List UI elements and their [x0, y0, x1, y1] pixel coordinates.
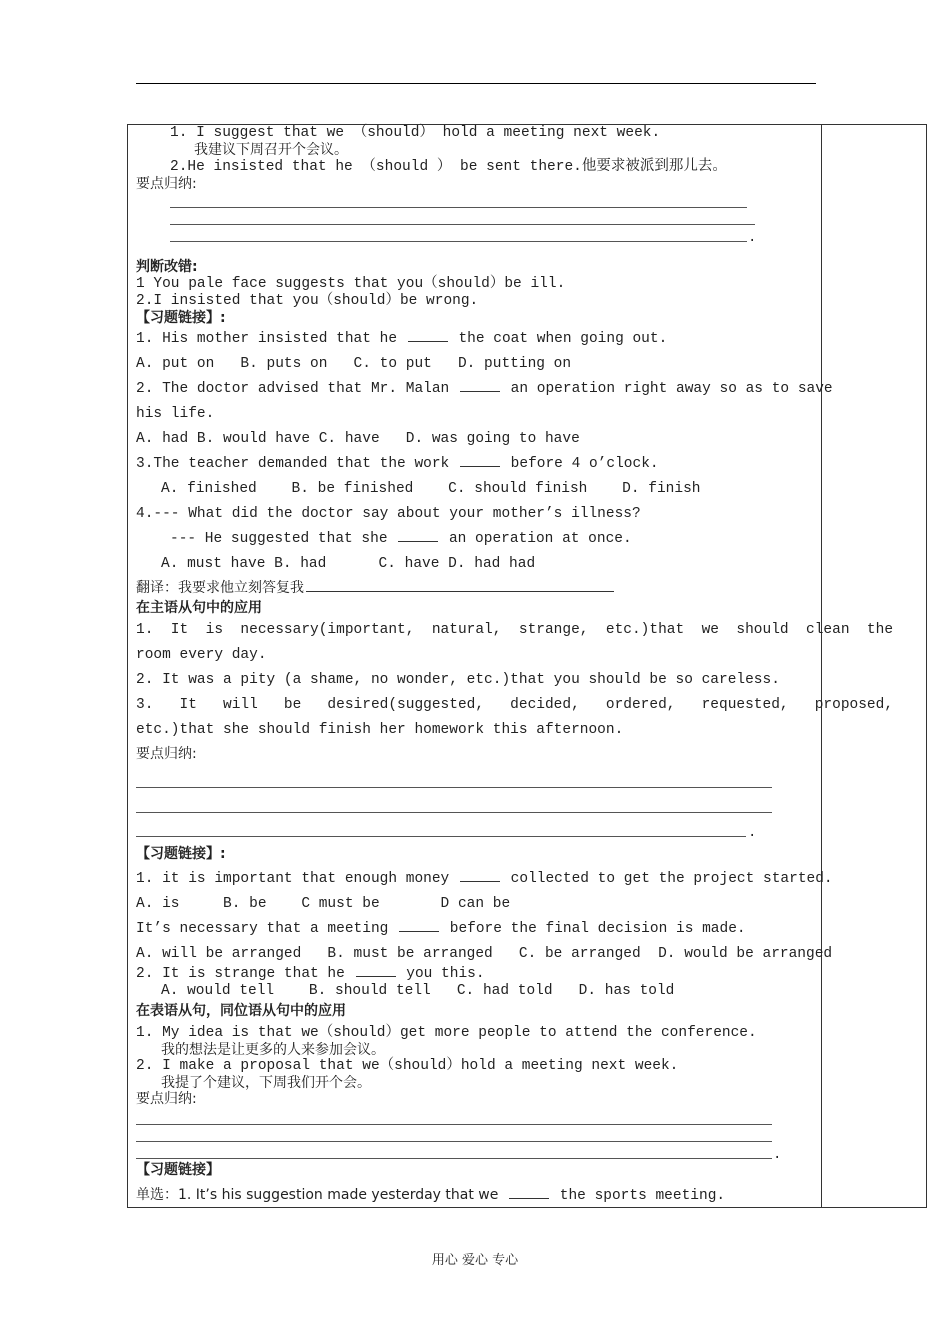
answer-line — [136, 1124, 772, 1125]
example-line: 2. It was a pity (a shame, no wonder, etc.)that you should be so careless. — [136, 672, 780, 688]
points-label: 要点归纳: — [136, 746, 197, 762]
answer-blank[interactable] — [460, 466, 500, 467]
page-footer: 用心 爱心 专心 — [431, 1253, 519, 1268]
example-line: room every day. — [136, 647, 267, 663]
question-line: 2. The doctor advised that Mr. Malan an operation right away so as to save — [136, 381, 833, 397]
question-line: 3.The teacher demanded that the work before 4 o’clock. — [136, 456, 659, 472]
question-line: his life. — [136, 406, 215, 422]
example-translation: 我的想法是让更多的人来参加会议。 — [161, 1042, 385, 1058]
answer-blank[interactable] — [398, 541, 438, 542]
answer-blank[interactable] — [460, 881, 500, 882]
options-line: A. put on B. puts on C. to put D. putting on — [136, 356, 572, 372]
answer-line — [136, 1141, 772, 1142]
question-line: 1. it is important that enough money collected to get the project started. — [136, 871, 833, 887]
answer-line — [136, 1158, 772, 1159]
example-line: etc.)that she should finish her homework this afternoon. — [136, 722, 624, 738]
answer-blank[interactable] — [356, 976, 396, 977]
options-line: A. would tell B. should tell C. had told D. has told — [161, 983, 675, 999]
example-translation: 我提了个建议，下周我们开个会。 — [161, 1075, 371, 1091]
judge-line: 1 You pale face suggests that you（should）be ill. — [136, 276, 566, 292]
options-line: A. finished B. be finished C. should finish D. finish — [161, 481, 701, 497]
answer-blank[interactable] — [399, 931, 439, 932]
answer-line — [170, 207, 747, 208]
end-dot: . — [748, 230, 757, 246]
answer-line — [136, 787, 772, 788]
options-line: A. is B. be C must be D can be — [136, 896, 511, 912]
answer-line — [136, 812, 772, 813]
question-line: 2. It is strange that he you this. — [136, 966, 485, 982]
example-line: 3. It will be desired(suggested, decided, ordered, requested, proposed, — [136, 697, 894, 713]
judge-line: 2.I insisted that you（should）be wrong. — [136, 293, 479, 309]
example-line: 2.He insisted that he （should ） be sent there.他要求被派到那儿去。 — [170, 159, 727, 175]
example-line: 1. It is necessary(important, natural, strange, etc.)that we should clean the — [136, 622, 894, 638]
example-line: 1. I suggest that we （should） hold a meeting next week. — [170, 125, 661, 141]
example-translation: 我建议下周召开个会议。 — [194, 142, 348, 158]
section-title: 【习题链接】 — [136, 1162, 220, 1178]
question-line: 4.--- What did the doctor say about your mother’s illness? — [136, 506, 641, 522]
question-line: It’s necessary that a meeting before the final decision is made. — [136, 921, 746, 937]
question-line: --- He suggested that she an operation at once. — [170, 531, 632, 547]
points-label: 要点归纳: — [136, 176, 197, 192]
answer-blank[interactable] — [460, 391, 500, 392]
section-title: 在主语从句中的应用 — [136, 600, 262, 616]
section-title: 【习题链接】: — [136, 846, 226, 862]
points-label: 要点归纳: — [136, 1091, 197, 1107]
answer-line — [170, 224, 755, 225]
question-line: 单选：1. It’s his suggestion made yesterday that we the sports meeting. — [136, 1187, 726, 1204]
section-title: 在表语从句，同位语从句中的应用 — [136, 1003, 346, 1019]
answer-blank[interactable] — [509, 1198, 549, 1199]
section-title: 【习题链接】: — [136, 310, 226, 326]
answer-blank[interactable] — [408, 341, 448, 342]
example-line: 2. I make a proposal that we（should）hold a meeting next week. — [136, 1058, 679, 1074]
header-rule — [136, 83, 816, 84]
answer-line — [170, 241, 747, 242]
options-line: A. must have B. had C. have D. had had — [161, 556, 536, 572]
end-dot: . — [773, 1147, 782, 1163]
options-line: A. will be arranged B. must be arranged C. be arranged D. would be arranged — [136, 946, 833, 962]
answer-line — [136, 836, 746, 837]
table-column-divider — [821, 124, 822, 1208]
section-title: 判断改错: — [136, 259, 198, 275]
end-dot: . — [748, 825, 757, 841]
question-line: 1. His mother insisted that he the coat when going out. — [136, 331, 668, 347]
example-line: 1. My idea is that we（should）get more people to attend the conference. — [136, 1025, 757, 1041]
translate-line: 翻译：我要求他立刻答复我 — [136, 580, 616, 597]
options-line: A. had B. would have C. have D. was going to have — [136, 431, 580, 447]
answer-blank[interactable] — [306, 591, 614, 592]
